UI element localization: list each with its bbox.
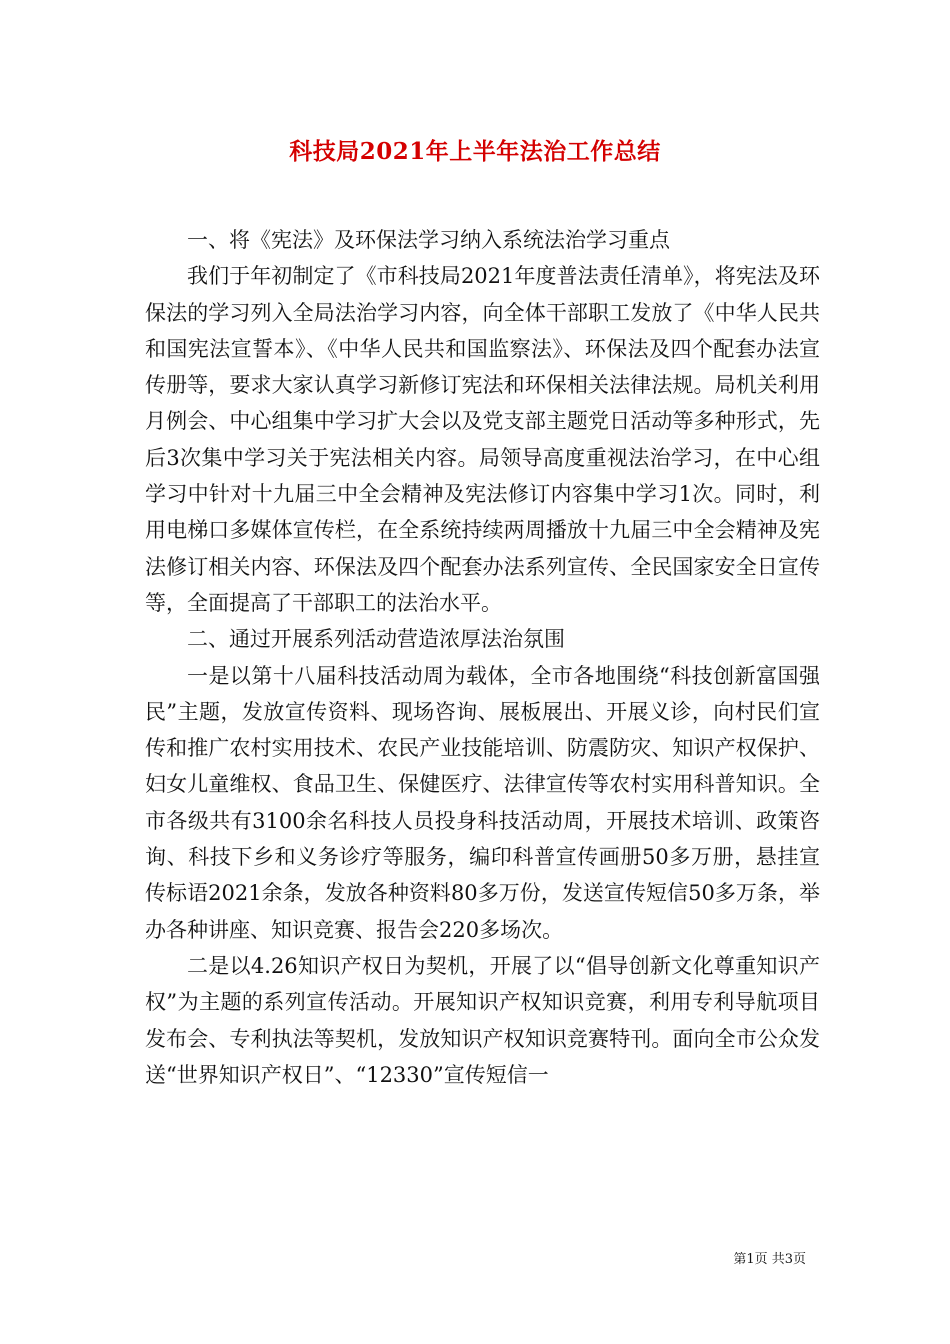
document-title: 科技局2021年上半年法治工作总结 <box>289 138 661 165</box>
document-body <box>145 222 820 1093</box>
body-paragraph: 我们于年初制定了《市科技局2021年度普法责任清单》，将宪法及环保法的学习列入全局法治学习内容，向全体干部职工发放了《中华人民共和国宪法宣誓本》、《中华人民共和国监察法》、环保法及四个配套办法宣传册等，要求大家认真学习新修订宪法和环保相关法律法规。局机关利用月例会、中心组集中学习扩大会以及党支部主题党日活动等多种形式，先后3次集中学习关于宪法相关内容。局领导高度重视法治学习，在中心组学习中针对十九届三中全会精神及宪法修订内容集中学习1次。同时，利用电梯口多媒体宣传栏，在全系统持续两周播放十九届三中全会精神及宪法修订相关内容、环保法及四个配套办法系列宣传、全民国家安全日宣传等，全面提高了干部职工的法治水平。 <box>145 264 820 615</box>
body-paragraph: 二是以4.26知识产权日为契机，开展了以“倡导创新文化尊重知识产权”为主题的系列宣传活动。开展知识产权知识竞赛，利用专利导航项目发布会、专利执法等契机，发放知识产权知识竞赛特刊。面向全市公众发送“世界知识产权日”、“12330”宣传短信一 <box>145 953 820 1087</box>
page-number: 第1页 共3页 <box>733 1252 806 1267</box>
section-heading-1: 一、将《宪法》及环保法学习纳入系统法治学习重点 <box>187 228 670 252</box>
body-paragraph: 一是以第十八届科技活动周为载体，全市各地围绕“科技创新富国强民”主题，发放宣传资料、现场咨询、展板展出、开展义诊，向村民们宣传和推广农村实用技术、农民产业技能培训、防震防灾、知识产权保护、妇女儿童维权、食品卫生、保健医疗、法律宣传等农村实用科普知识。全市各级共有3100余名科技人员投身科技活动周，开展技术培训、政策咨询、科技下乡和义务诊疗等服务，编印科普宣传画册50多万册，悬挂宣传标语2021余条，发放各种资料80多万份，发送宣传短信50多万条，举办各种讲座、知识竞赛、报告会220多场次。 <box>145 663 820 942</box>
section-heading-2: 二、通过开展系列活动营造浓厚法治氛围 <box>187 627 565 652</box>
